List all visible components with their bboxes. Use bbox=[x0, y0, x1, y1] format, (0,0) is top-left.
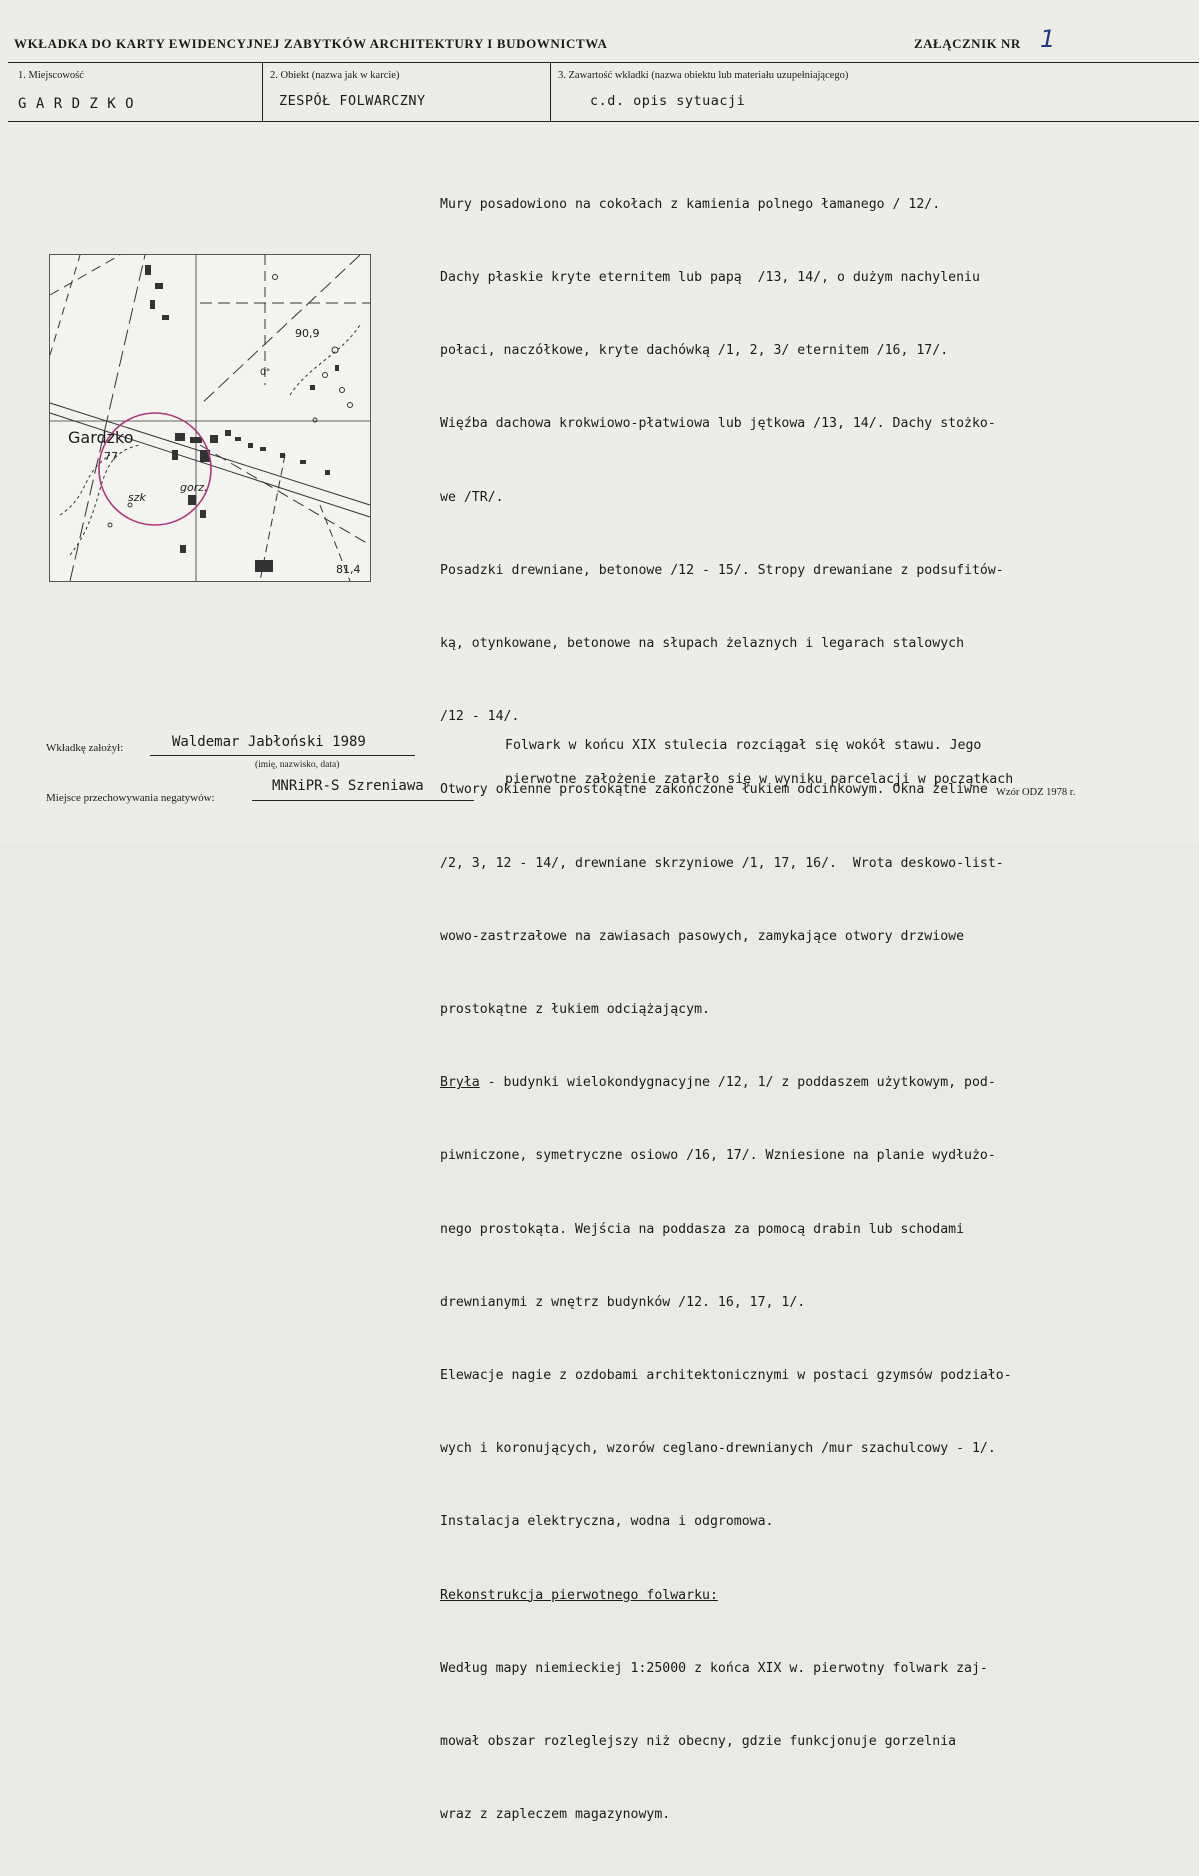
body-tail-line-1: Folwark w końcu XIX stulecia rozciągał się wokół stawu. Jego bbox=[505, 738, 982, 753]
body-line: połaci, naczółkowe, kryte dachówką /1, 2, 3/ eternitem /16, 17/. bbox=[440, 343, 949, 359]
map-label-zero: 0° bbox=[260, 368, 271, 378]
body-line: Dachy płaskie kryte eternitem lub papą /13, 14/, o dużym nachyleniu bbox=[440, 270, 980, 286]
object-value: ZESPÓŁ FOLWARCZNY bbox=[279, 93, 426, 109]
body-line: wych i koronujących, wzorów ceglano-drewnianych /mur szachulcowy - 1/. bbox=[440, 1441, 996, 1457]
body-line: wowo-zastrzałowe na zawiasach pasowych, zamykające otwory drzwiowe bbox=[440, 928, 965, 944]
locality-label: 1. Miejscowość bbox=[18, 70, 84, 81]
body-line: /12 - 14/. bbox=[440, 709, 520, 725]
locality-value: G A R D Z K O bbox=[18, 96, 135, 112]
founded-underline bbox=[150, 755, 415, 756]
body-line: ką, otynkowane, betonowe na słupach żelaznych i legarach stalowych bbox=[440, 636, 965, 652]
annex-label bbox=[914, 25, 1056, 53]
field-divider-1 bbox=[262, 62, 263, 121]
top-rule bbox=[8, 62, 1199, 63]
map-number-77: 77 bbox=[104, 450, 118, 463]
body-line: we /TR/. bbox=[440, 489, 504, 505]
location-map bbox=[49, 254, 371, 582]
map-label-gorz: gorz. bbox=[180, 481, 208, 494]
body-line: Elewacje nagie z ozdobami architektonicznymi w postaci gzymsów podziało- bbox=[440, 1368, 1012, 1384]
founded-subcaption: (imię, nazwisko, data) bbox=[255, 760, 340, 770]
founded-label: Wkładkę założył: bbox=[46, 742, 124, 754]
body-line: prostokątne z łukiem odciążającym. bbox=[440, 1002, 710, 1018]
body-line: wraz z zapleczem magazynowym. bbox=[440, 1807, 671, 1823]
bryla-text: - budynki wielokondygnacyjne /12, 1/ z poddaszem użytkowym, pod- bbox=[479, 1075, 996, 1091]
body-line: mował obszar rozleglejszy niż obecny, gdzie funkcjonuje gorzelnia bbox=[440, 1734, 957, 1750]
body-line: /2, 3, 12 - 14/, drewniane skrzyniowe /1, 17, 16/. Wrota deskowo-list- bbox=[440, 855, 1004, 871]
body-line: drewnianymi z wnętrz budynków /12. 16, 17, 1/. bbox=[440, 1294, 806, 1310]
body-line: piwniczone, symetryczne osiowo /16, 17/. Wzniesione na planie wydłużo- bbox=[440, 1148, 996, 1164]
body-tail-line-2: pierwotne założenie zatarło się w wyniku parcelacji w początkach bbox=[505, 772, 1014, 787]
content-label: 3. Zawartość wkładki (nazwa obiektu lub materiału uzupełniającego) bbox=[558, 70, 849, 81]
bryla-heading: Bryła bbox=[440, 1075, 480, 1091]
map-elevation-2: 81,4 bbox=[336, 563, 361, 576]
annex-label-text: ZAŁĄCZNIK NR bbox=[914, 36, 1021, 51]
body-line: Więźba dachowa krokwiowo-płatwiowa lub jętkowa /13, 14/. Dachy stożko- bbox=[440, 416, 996, 432]
map-label-szk: szk bbox=[128, 491, 146, 504]
body-line: Otwory okienne prostokątne zakończone łukiem odcinkowym. Okna żeliwne bbox=[440, 782, 988, 798]
fields-bottom-rule bbox=[8, 121, 1199, 122]
topographic-map-graphic bbox=[50, 255, 370, 581]
storage-value: MNRiPR-S Szreniawa bbox=[272, 778, 424, 794]
map-place-name: Gardzko bbox=[68, 428, 134, 447]
storage-underline bbox=[252, 800, 474, 801]
object-label: 2. Obiekt (nazwa jak w karcie) bbox=[270, 70, 400, 81]
bryla-line bbox=[440, 1071, 1190, 1095]
content-value: c.d. opis sytuacji bbox=[590, 93, 746, 109]
body-line: Mury posadowiono na cokołach z kamienia polnego łamanego / 12/. bbox=[440, 196, 941, 212]
founded-value: Waldemar Jabłoński 1989 bbox=[172, 734, 366, 750]
field-divider-2 bbox=[550, 62, 551, 121]
annex-number: 1 bbox=[1040, 25, 1056, 53]
form-code: Wzór ODZ 1978 r. bbox=[996, 787, 1076, 798]
body-line: Instalacja elektryczna, wodna i odgromowa. bbox=[440, 1514, 774, 1530]
description-text bbox=[440, 144, 1190, 1876]
body-line: Posadzki drewniane, betonowe /12 - 15/. Stropy drewaniane z podsufitów- bbox=[440, 562, 1004, 578]
body-line: nego prostokąta. Wejścia na poddasza za pomocą drabin lub schodami bbox=[440, 1221, 965, 1237]
body-line: Według mapy niemieckiej 1:25000 z końca XIX w. pierwotny folwark zaj- bbox=[440, 1660, 988, 1676]
storage-label: Miejsce przechowywania negatywów: bbox=[46, 792, 215, 804]
map-elevation-1: 90,9 bbox=[295, 327, 320, 340]
form-title: WKŁADKA DO KARTY EWIDENCYJNEJ ZABYTKÓW ARCHITEKTURY I BUDOWNICTWA bbox=[14, 36, 608, 51]
reconstruction-heading: Rekonstrukcja pierwotnego folwarku: bbox=[440, 1587, 718, 1603]
